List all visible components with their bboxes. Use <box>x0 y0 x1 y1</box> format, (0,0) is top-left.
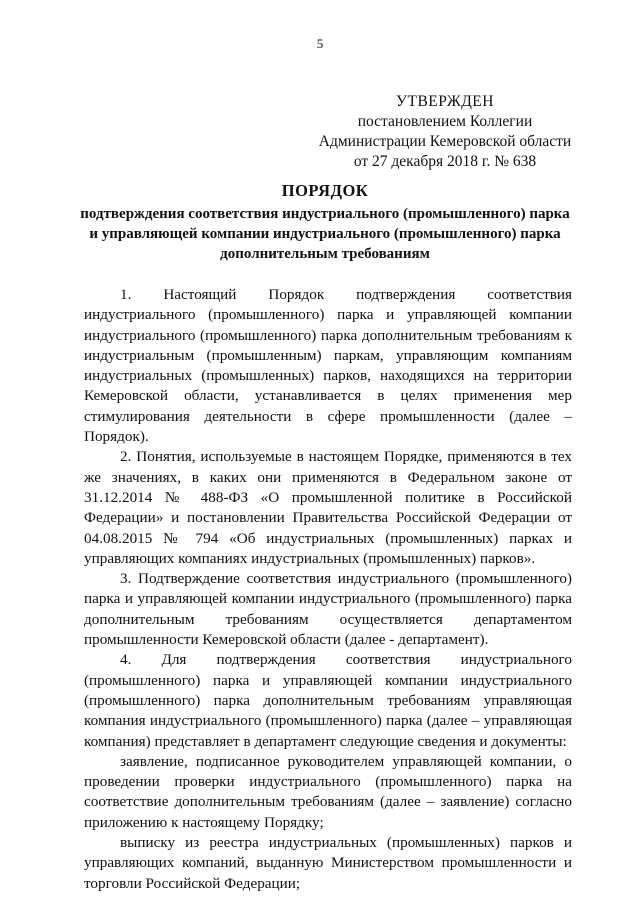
approval-line-3: от 27 декабря 2018 г. № 638 <box>353 153 537 170</box>
paragraph-3: 3. Подтверждение соответствия индустриального (промышленного) парка и управляющей компании индустриального (промышленного) парка дополнительным требованиям осуществляется департаментом промышленности Кемеровской области (далее - департамент). <box>84 570 572 649</box>
document-subtitle: подтверждения соответствия индустриального (промышленного) парка и управляющей компании индустриального (промышленного) парка дополнительным требованиям <box>80 206 570 262</box>
document-title: ПОРЯДОК <box>281 181 369 200</box>
paragraph-4: 4. Для подтверждения соответствия индустриального (промышленного) парка и управляющей компании индустриального (промышленного) парка дополнительным требованиям управляющая компания индустриального (промышленного) парка (далее – управляющая компания) представляет в департамент следующие сведения и документы: <box>84 651 572 750</box>
page-number: 5 <box>316 36 324 51</box>
paragraph-4-item-application: заявление, подписанное руководителем управляющей компании, о проведении проверки индустриального (промышленного) парка на соответствие дополнительным требованиям (далее – заявление) согласно приложению к настоящему Порядку; <box>84 752 572 831</box>
paragraph-4-item-registry-extract: выписку из реестра индустриальных (промышленных) парков и управляющих компаний, выданную Министерством промышленности и торговли Российской Федерации; <box>84 834 572 892</box>
document-title-block <box>80 180 570 264</box>
document-body <box>84 285 572 894</box>
paragraph-1: 1. Настоящий Порядок подтверждения соответствия индустриального (промышленного) парка и управляющей компании индустриального (промышленного) парка дополнительным требованиям к индустриальным (промышленным) паркам, управляющим компаниям индустриальных (промышленных) парков, находящихся на территории Кемеровской области, устанавливается в целях применения мер стимулирования деятельности в сфере промышленности (далее – Порядок). <box>84 286 572 446</box>
paragraph-2: 2. Понятия, используемые в настоящем Порядке, применяются в тех же значениях, в каких они применяются в Федеральном законе от 31.12.2014 № 488-ФЗ «О промышленной политике в Российской Федерации» и постановлении Правительства Российской Федерации от 04.08.2015 № 794 «Об индустриальных (промышленных) парках и управляющих компаниях индустриальных (промышленных) парков». <box>84 448 572 567</box>
approval-stamp-block <box>300 92 590 172</box>
approval-line-2: Администрации Кемеровской области <box>318 133 572 150</box>
approval-head: УТВЕРЖДЕН <box>396 93 494 110</box>
approval-line-1: постановлением Коллегии <box>357 113 533 130</box>
